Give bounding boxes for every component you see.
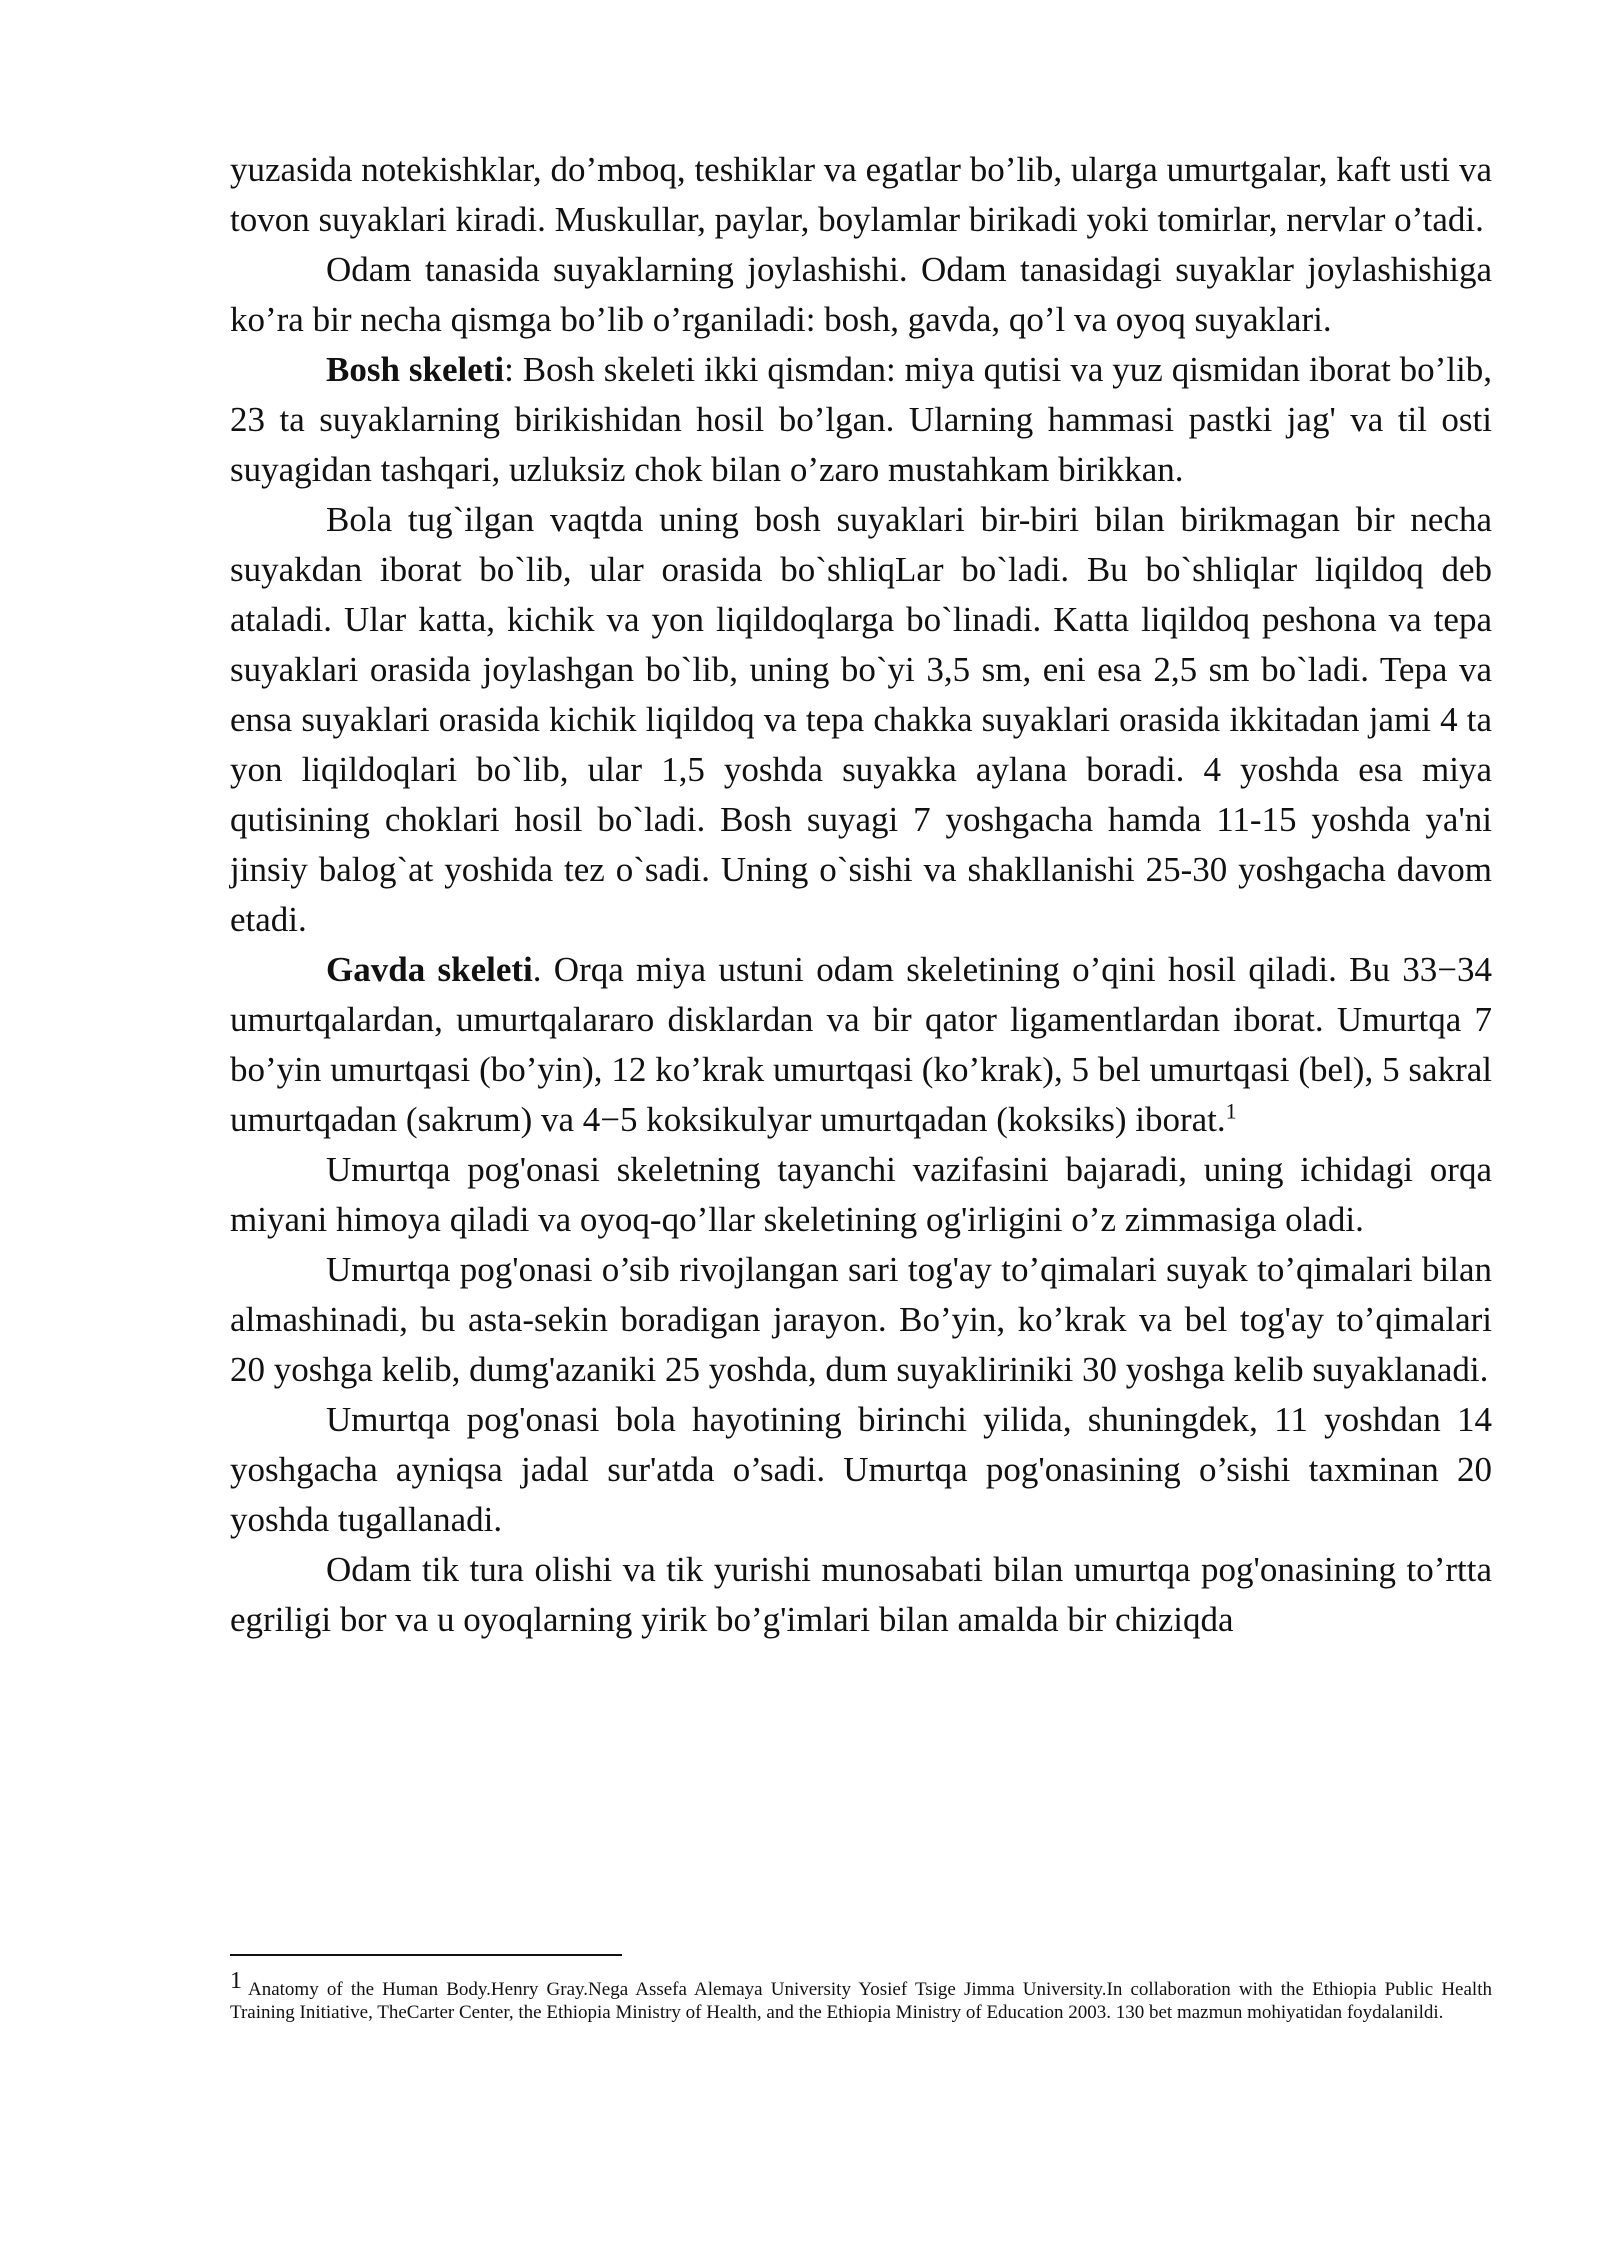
- footnote-mark: 1: [230, 1967, 242, 1994]
- paragraph: yuzasida notekishklar, do’mboq, teshiklar va egatlar bo’lib, ularga umurtgalar, kaft usti va tovon suyaklari kiradi. Muskullar, paylar, boylamlar birikadi yoki tomirlar, nervlar o’tadi.: [230, 150, 1492, 239]
- paragraph: Bola tug`ilgan vaqtda uning bosh suyaklari bir-biri bilan birikmagan bir necha suyakdan iborat bo`lib, ular orasida bo`shliqLar bo`ladi. Bu bo`shliqlar liqildoq deb ataladi. Ular katta, kichik va yon liqildoqlarga bo`linadi. Katta liqildoq peshona va tepa suyaklari orasida joylashgan bo`lib, uning bo`yi 3,5 sm, eni esa 2,5 sm bo`ladi. Tepa va ensa suyaklari orasida kichik liqildoq va tepa chakka suyaklari orasida ikkitadan jami 4 ta yon liqildoqlari bo`lib, ular 1,5 yoshda suyakka aylana boradi. 4 yoshda esa miya qutisining choklari hosil bo`ladi. Bosh suyagi 7 yoshgacha hamda 11-15 yoshda ya'ni jinsiy balog`at yoshida tez o`sadi. Uning o`sishi va shakllanishi 25-30 yoshgacha davom etadi.: [230, 500, 1492, 939]
- paragraph-text: . Orqa miya ustuni odam skeletining o’qini hosil qiladi. Bu 33−34 umurtqalardan, umurtqalararo disklardan va bir qator ligamentlardan iborat. Umurtqa 7 bo’yin umurtqasi (bo’yin), 12 ko’krak umurtqasi (ko’krak), 5 bel umurtqasi (bel), 5 sakral umurtqadan (sakrum) va 4−5 koksikulyar umurtqadan (koksiks) iborat.: [230, 950, 1493, 1139]
- paragraph: Umurtqa pog'onasi skeletning tayanchi vazifasini bajaradi, uning ichidagi orqa miyani himoya qiladi va oyoq-qo’llar skeletining og'irligini o’z zimmasiga oladi.: [230, 1150, 1492, 1239]
- footnote-separator: [230, 1954, 622, 1956]
- paragraph: Umurtqa pog'onasi bola hayotining birinchi yilida, shuningdek, 11 yoshdan 14 yoshgacha ayniqsa jadal sur'atda o’sadi. Umurtqa pog'onasining o’sishi taxminan 20 yoshda tugallanadi.: [230, 1400, 1492, 1539]
- section-heading-gavda-skeleti: Gavda skeleti: [326, 950, 533, 989]
- footnote-text: Anatomy of the Human Body.Henry Gray.Nega Assefa Alemaya University Yosief Tsige Jimma University.In collaboration with the Ethiopia Public Health Training Initiative, TheCarter Center, the Ethiopia Ministry of Health, and the Ethiopia Ministry of Education 2003. 130 bet mazmun mohiyatidan foydalanildi.: [230, 1979, 1492, 2023]
- paragraph-text: : Bosh skeleti ikki qismdan: miya qutisi va yuz qismidan iborat bo’lib, 23 ta suyaklarning birikishidan hosil bo’lgan. Ularning hammasi pastki jag' va til osti suyagidan tashqari, uzluksiz chok bilan o’zaro mustahkam birikkan.: [230, 350, 1492, 489]
- paragraph: Odam tik tura olishi va tik yurishi munosabati bilan umurtqa pog'onasining to’rtta egriligi bor va u oyoqlarning yirik bo’g'imlari bilan amalda bir chiziqda: [230, 1550, 1492, 1639]
- section-heading-bosh-skeleti: Bosh skeleti: [326, 350, 505, 389]
- footnote-reference[interactable]: 1: [1225, 1098, 1237, 1124]
- footnote: [230, 1967, 1492, 2024]
- paragraph: [230, 345, 1492, 495]
- paragraph: Umurtqa pog'onasi o’sib rivojlangan sari tog'ay to’qimalari suyak to’qimalari bilan almashinadi, bu asta-sekin boradigan jarayon. Bo’yin, ko’krak va bel tog'ay to’qimalari 20 yoshga kelib, dumg'azaniki 25 yoshda, dum suyakliriniki 30 yoshga kelib suyaklanadi.: [230, 1250, 1492, 1389]
- paragraph: Odam tanasida suyaklarning joylashishi. Odam tanasidagi suyaklar joylashishiga ko’ra bir necha qismga bo’lib o’rganiladi: bosh, gavda, qo’l va oyoq suyaklari.: [230, 250, 1492, 339]
- document-body: [230, 145, 1492, 1645]
- paragraph: [230, 945, 1492, 1145]
